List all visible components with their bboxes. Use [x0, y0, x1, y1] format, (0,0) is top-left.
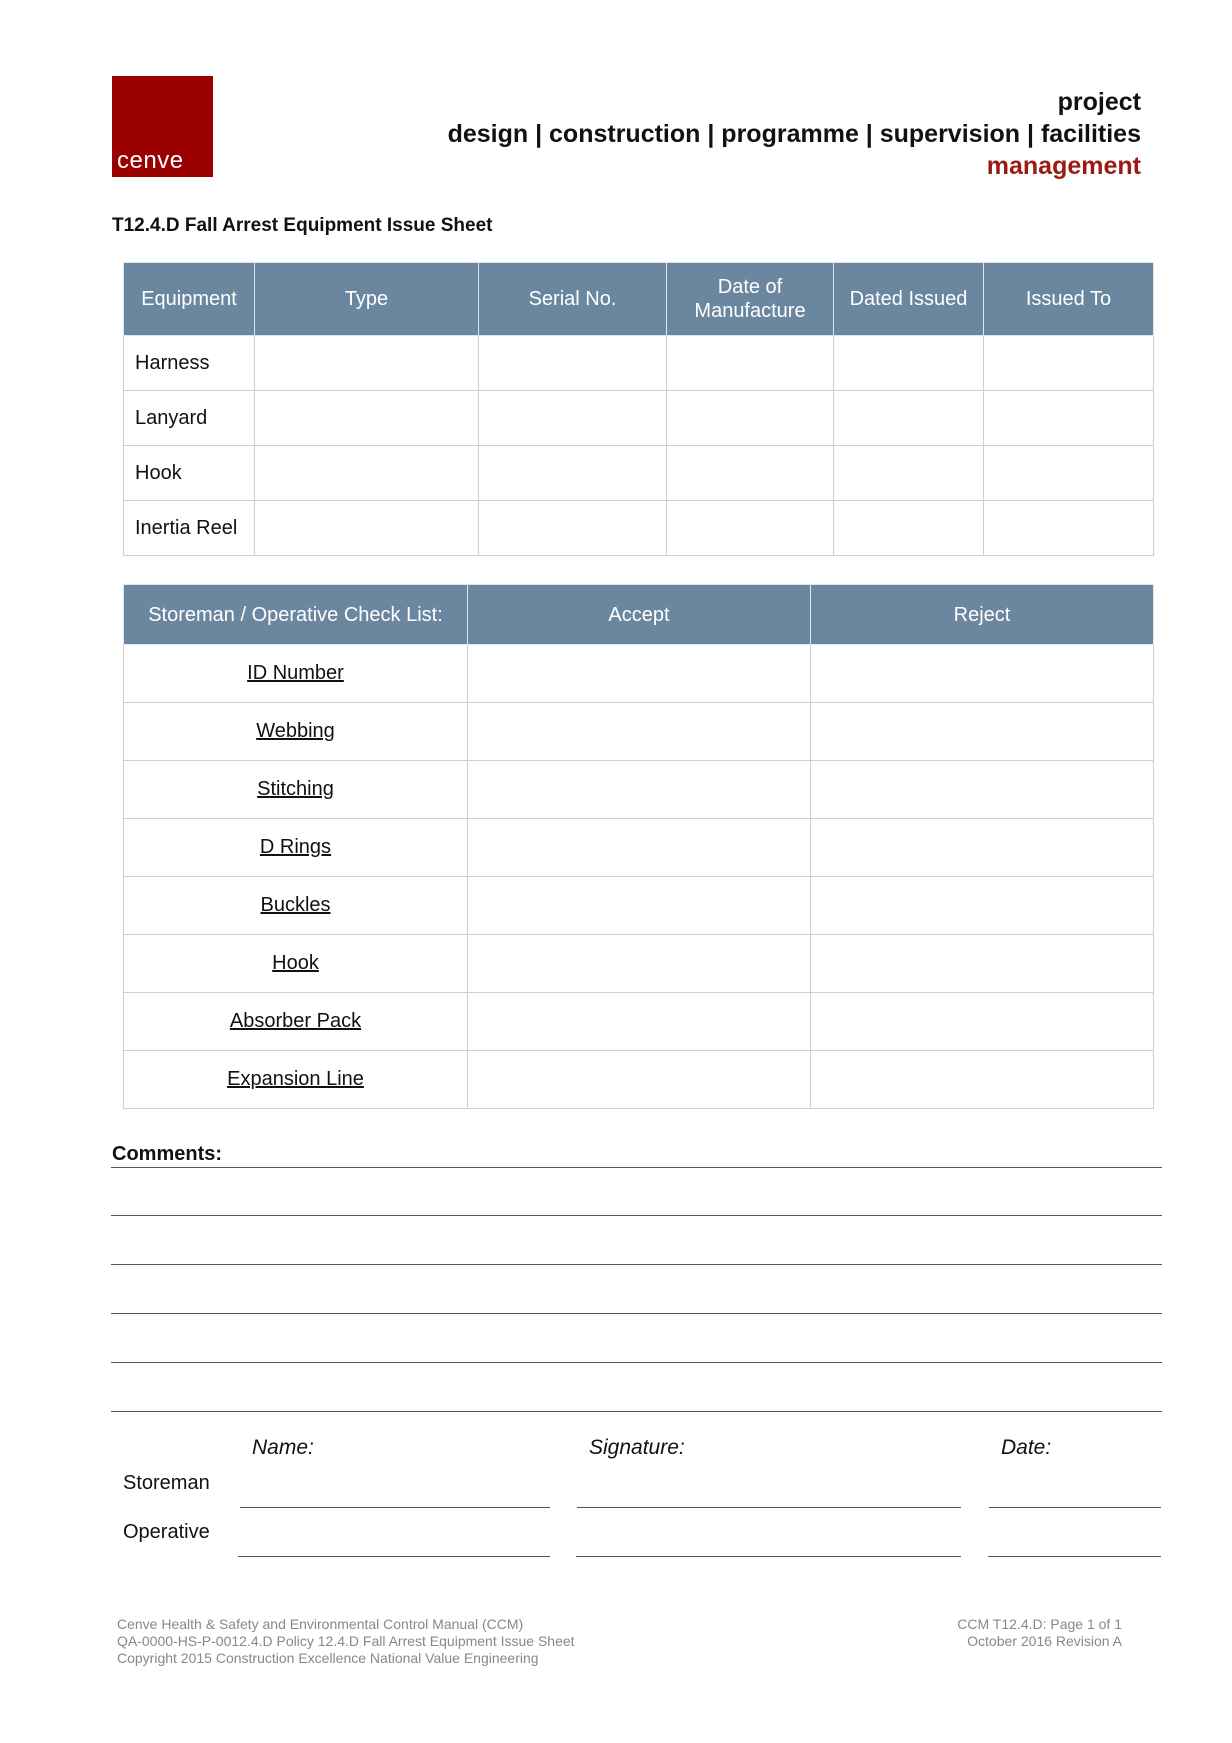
equipment-name: Lanyard: [124, 391, 255, 446]
type-cell[interactable]: [255, 336, 479, 391]
check-item: [124, 1051, 468, 1109]
footer-policy: QA-0000-HS-P-0012.4.D Policy 12.4.D Fall Arrest Equipment Issue Sheet: [117, 1633, 575, 1649]
manufacture-date-cell[interactable]: [667, 501, 834, 556]
reject-cell[interactable]: [811, 703, 1154, 761]
type-cell[interactable]: [255, 446, 479, 501]
checklist-table: [123, 584, 1154, 1109]
check-item-label: Absorber Pack: [229, 1010, 362, 1032]
comment-line[interactable]: [111, 1313, 1162, 1314]
checklist-header-row: [124, 585, 1154, 645]
col-accept: Accept: [468, 585, 811, 645]
check-item: [124, 993, 468, 1051]
col-reject: Reject: [811, 585, 1154, 645]
check-item: [124, 703, 468, 761]
cenve-logo: [112, 76, 213, 177]
manufacture-date-cell[interactable]: [667, 391, 834, 446]
check-item: [124, 819, 468, 877]
check-item: [124, 761, 468, 819]
comment-line[interactable]: [111, 1215, 1162, 1216]
tagline-line-3: management: [986, 152, 1141, 180]
table-row: [124, 1051, 1154, 1109]
table-row: [124, 501, 1154, 556]
check-item: [124, 645, 468, 703]
comment-line[interactable]: [111, 1362, 1162, 1363]
operative-label: Operative: [123, 1521, 210, 1543]
table-row: [124, 819, 1154, 877]
storeman-date-line[interactable]: [989, 1507, 1161, 1508]
footer-copyright: Copyright 2015 Construction Excellence National Value Engineering: [117, 1650, 539, 1666]
document-title: T12.4.D Fall Arrest Equipment Issue Sheet: [112, 215, 493, 236]
table-row: [124, 336, 1154, 391]
check-item-label: Buckles: [260, 894, 331, 916]
accept-cell[interactable]: [468, 761, 811, 819]
col-serial-no: Serial No.: [479, 263, 667, 336]
issued-date-cell[interactable]: [834, 501, 984, 556]
table-row: [124, 877, 1154, 935]
table-row: [124, 391, 1154, 446]
accept-cell[interactable]: [468, 645, 811, 703]
col-type: Type: [255, 263, 479, 336]
serial-cell[interactable]: [479, 391, 667, 446]
table-row: [124, 446, 1154, 501]
table-row: [124, 935, 1154, 993]
footer-page: CCM T12.4.D: Page 1 of 1: [957, 1616, 1122, 1632]
storeman-name-line[interactable]: [240, 1507, 550, 1508]
serial-cell[interactable]: [479, 501, 667, 556]
reject-cell[interactable]: [811, 645, 1154, 703]
col-dated-issued: Dated Issued: [834, 263, 984, 336]
date-label: Date:: [1001, 1436, 1052, 1459]
tagline-line-1: project: [1057, 88, 1141, 116]
check-item-label: Hook: [272, 952, 319, 974]
comments-label: Comments:: [112, 1143, 223, 1165]
reject-cell[interactable]: [811, 1051, 1154, 1109]
check-item-label: Stitching: [257, 778, 334, 800]
equipment-table: [123, 262, 1154, 556]
serial-cell[interactable]: [479, 336, 667, 391]
equipment-name: Hook: [124, 446, 255, 501]
footer-left: [117, 1616, 575, 1667]
check-item: [124, 877, 468, 935]
accept-cell[interactable]: [468, 935, 811, 993]
table-row: [124, 645, 1154, 703]
type-cell[interactable]: [255, 391, 479, 446]
table-row: [124, 761, 1154, 819]
issued-date-cell[interactable]: [834, 336, 984, 391]
check-item-label: D Rings: [259, 836, 332, 858]
issued-to-cell[interactable]: [984, 501, 1154, 556]
signature-label: Signature:: [589, 1436, 685, 1459]
equipment-name: Harness: [124, 336, 255, 391]
check-item: [124, 935, 468, 993]
accept-cell[interactable]: [468, 877, 811, 935]
col-check-list: Storeman / Operative Check List:: [124, 585, 468, 645]
comment-line[interactable]: [111, 1167, 1162, 1168]
equipment-header-row: [124, 263, 1154, 336]
issued-date-cell[interactable]: [834, 391, 984, 446]
reject-cell[interactable]: [811, 993, 1154, 1051]
issued-date-cell[interactable]: [834, 446, 984, 501]
footer-manual: Cenve Health & Safety and Environmental Control Manual (CCM): [117, 1616, 524, 1632]
serial-cell[interactable]: [479, 446, 667, 501]
accept-cell[interactable]: [468, 703, 811, 761]
col-equipment: Equipment: [124, 263, 255, 336]
tagline: [448, 86, 1141, 182]
operative-signature-line[interactable]: [576, 1556, 961, 1557]
check-item-label: Webbing: [256, 720, 335, 742]
reject-cell[interactable]: [811, 819, 1154, 877]
name-label: Name:: [252, 1436, 314, 1459]
tagline-line-2: design | construction | programme | supervision | facilities: [447, 120, 1141, 148]
col-date-of-manufacture: Date of Manufacture: [667, 263, 834, 336]
operative-date-line[interactable]: [988, 1556, 1161, 1557]
storeman-label: Storeman: [123, 1472, 210, 1494]
type-cell[interactable]: [255, 501, 479, 556]
table-row: [124, 703, 1154, 761]
accept-cell[interactable]: [468, 1051, 811, 1109]
issued-to-cell[interactable]: [984, 336, 1154, 391]
manufacture-date-cell[interactable]: [667, 336, 834, 391]
operative-name-line[interactable]: [238, 1556, 550, 1557]
check-item-label: Expansion Line: [227, 1068, 364, 1090]
comment-line[interactable]: [111, 1411, 1162, 1412]
accept-cell[interactable]: [468, 993, 811, 1051]
manufacture-date-cell[interactable]: [667, 446, 834, 501]
accept-cell[interactable]: [468, 819, 811, 877]
logo-text: cenve: [117, 147, 184, 174]
footer-right: [957, 1616, 1122, 1650]
reject-cell[interactable]: [811, 935, 1154, 993]
table-row: [124, 993, 1154, 1051]
issued-to-cell[interactable]: [984, 446, 1154, 501]
footer-revision: October 2016 Revision A: [967, 1633, 1122, 1649]
comment-line[interactable]: [111, 1264, 1162, 1265]
reject-cell[interactable]: [811, 877, 1154, 935]
col-issued-to: Issued To: [984, 263, 1154, 336]
storeman-signature-line[interactable]: [577, 1507, 961, 1508]
issued-to-cell[interactable]: [984, 391, 1154, 446]
reject-cell[interactable]: [811, 761, 1154, 819]
check-item-label: ID Number: [247, 662, 344, 684]
equipment-name: Inertia Reel: [124, 501, 255, 556]
